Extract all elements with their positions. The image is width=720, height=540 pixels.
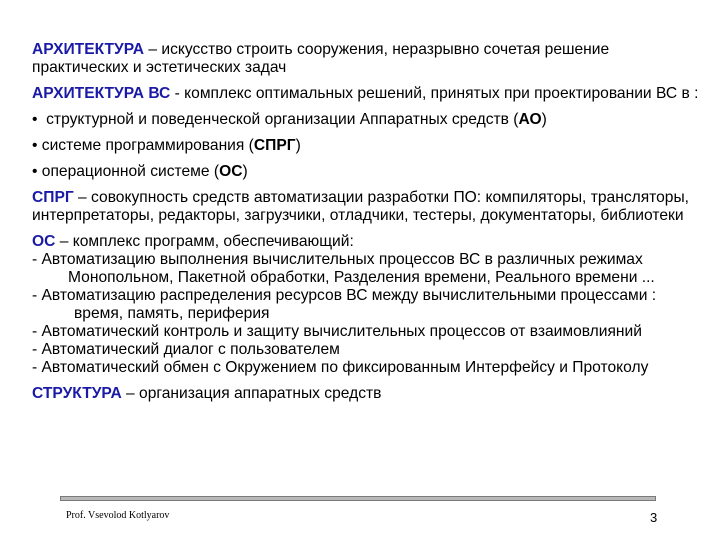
os-function-line: - Автоматический контроль и защиту вычислительных процессов от взаимовлияний [32,323,642,340]
bullet-text-end: ) [242,163,248,180]
bullet-text-end: ) [541,111,547,128]
definition-text: – совокупность средств автоматизации разработки ПО: компиляторы, трансляторы, интерпретаторы, редакторы, загрузчики, отладчики, тестеры, документаторы, библиотеки [32,189,690,224]
bullet-text: системе программирования ( [37,137,254,154]
definition-architecture-vs [32,85,702,103]
slide-content [32,41,702,403]
bullet-item [32,137,702,155]
bullet-text-end: ) [295,137,301,154]
os-function-line: Монопольном, Пакетной обработки, Разделения времени, Реального времени ... [68,269,655,286]
bullet-icon: • [32,137,38,154]
term: АРХИТЕКТУРА [32,41,145,58]
os-function-line: - Автоматический диалог с пользователем [32,341,340,358]
footer-author: Prof. Vsevolod Kotlyarov [66,510,170,521]
definition-text: – искусство строить сооружения, неразрывно сочетая решение практических и эстетических задач [32,41,610,76]
bullet-item [32,163,702,181]
definition-sprg [32,189,702,225]
term: СТРУКТУРА [32,385,122,402]
definition-structure [32,385,702,403]
bullet-icon: • [32,111,38,128]
os-function-line: - Автоматический обмен с Окружением по фиксированным Интерфейсу и Протоколу [32,359,649,376]
os-function-line: - Автоматизацию распределения ресурсов ВС между вычислительными процессами : [32,287,657,304]
os-function-line: время, память, периферия [74,305,270,322]
definition-text: - комплекс оптимальных решений, принятых при проектировании ВС в : [170,85,699,102]
page-number: 3 [650,510,658,525]
term: ОС [32,233,56,250]
bullet-icon: • [32,163,38,180]
term: АРХИТЕКТУРА ВС [32,85,171,102]
abbreviation: АО [518,111,542,128]
bullet-item [32,111,702,129]
bullet-text: структурной и поведенческой организации Аппаратных средств ( [37,111,519,128]
definition-os [32,233,702,251]
footer-divider [60,496,656,501]
definition-text: – организация аппаратных средств [121,385,382,402]
bullet-text: операционной системе ( [37,163,220,180]
definition-text: – комплекс программ, обеспечивающий: [55,233,354,250]
os-function-line: - Автоматизацию выполнения вычислительных процессов ВС в различных режимах [32,251,643,268]
abbreviation: СПРГ [253,137,296,154]
term: СПРГ [32,189,74,206]
abbreviation: ОС [219,163,243,180]
definition-architecture [32,41,702,77]
